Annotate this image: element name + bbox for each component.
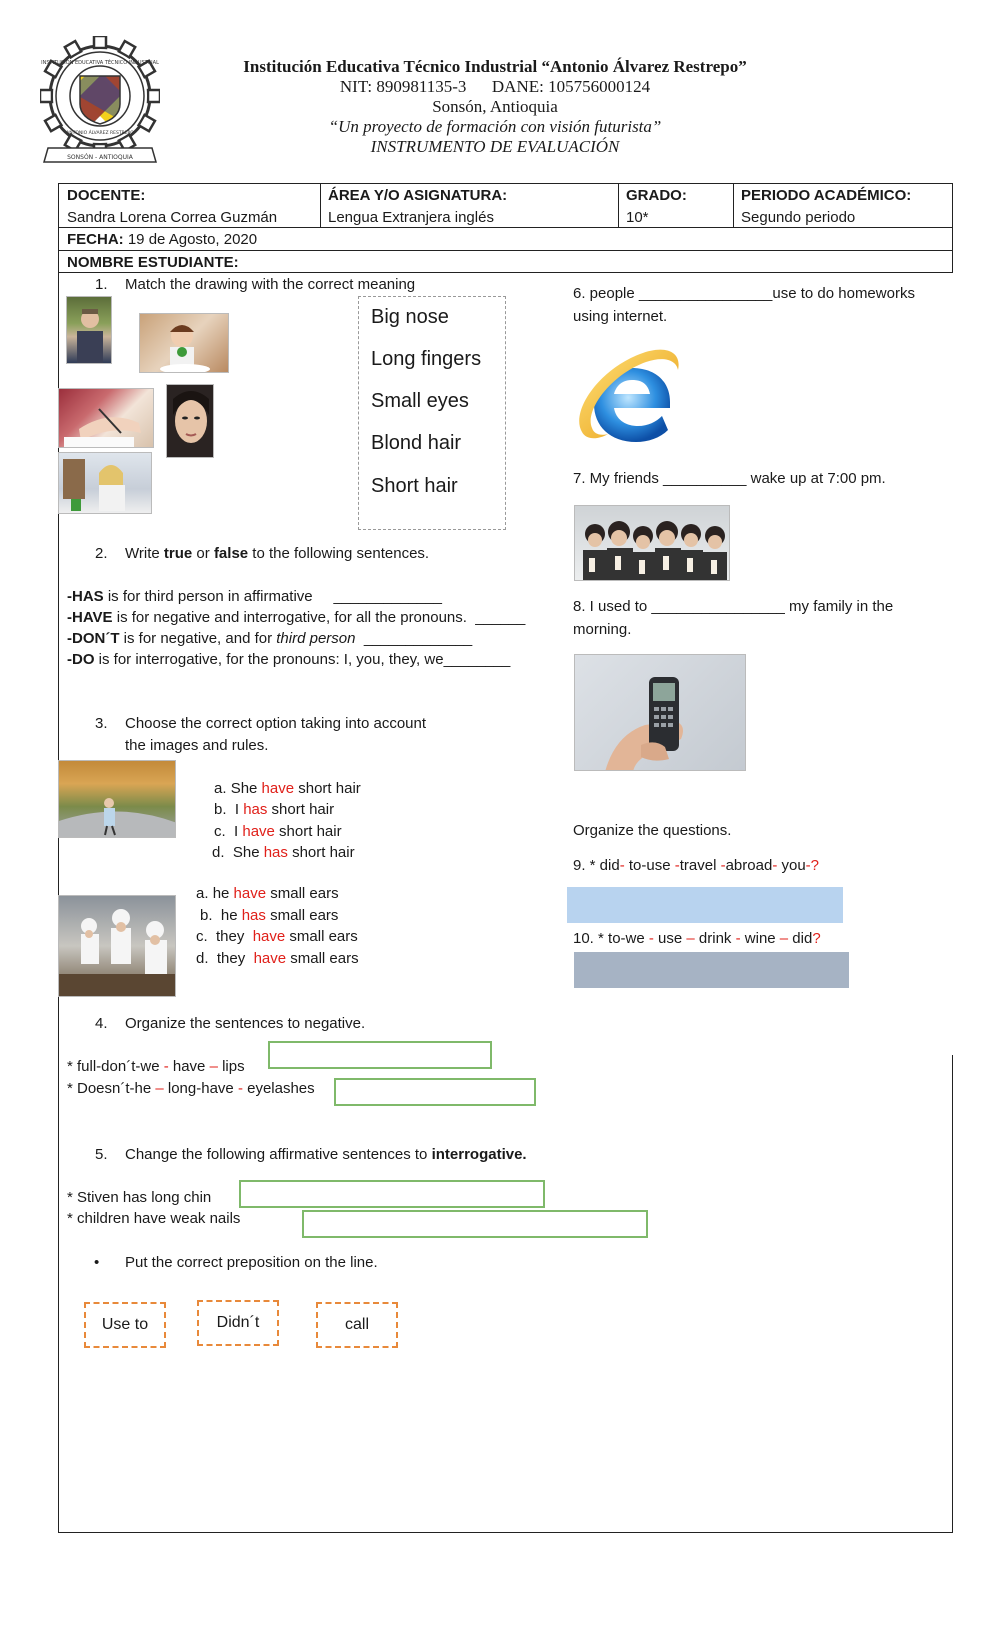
photo-blond-woman: [58, 452, 152, 514]
photo-chefs: [58, 895, 176, 997]
q1-option-long-fingers: Long fingers: [371, 348, 482, 370]
q2-sentence-2: -HAVE is for negative and interrogative, for all the pronouns. ______: [67, 609, 526, 626]
q6-line-2: using internet.: [573, 308, 668, 325]
photo-woman-park: [58, 760, 176, 838]
q5-sentence-2: * children have weak nails: [67, 1210, 241, 1227]
q2-text: Write true or false to the following sentences.: [125, 545, 430, 562]
q1-option-blond-hair: Blond hair: [371, 432, 462, 454]
q1-text: Match the drawing with the correct meaning: [125, 276, 416, 293]
q5-number: 5.: [95, 1146, 108, 1163]
q7-blank[interactable]: __________: [663, 470, 747, 487]
q3-set1-option-c[interactable]: c. I have short hair: [214, 823, 342, 840]
docente-value: Sandra Lorena Correa Guzmán: [67, 209, 278, 226]
chip-call[interactable]: call: [316, 1302, 398, 1348]
q3-text-2: the images and rules.: [125, 737, 269, 754]
photo-writing-hand: [58, 388, 154, 448]
q3-set2-option-a[interactable]: a. he have small ears: [196, 885, 339, 902]
q5-answer-1[interactable]: [239, 1180, 545, 1208]
photo-woman-face: [166, 384, 214, 458]
q9-line: 9. * did- to-use -travel -abroad- you-?: [573, 857, 820, 874]
q4-answer-2[interactable]: [334, 1078, 536, 1106]
q4-text: Organize the sentences to negative.: [125, 1015, 366, 1032]
school-city: Sonsón, Antioquia: [432, 97, 558, 116]
area-value: Lengua Extranjera inglés: [328, 209, 494, 226]
organize-title: Organize the questions.: [573, 822, 732, 839]
document-type: INSTRUMENTO DE EVALUACIÓN: [370, 137, 620, 156]
q3-text-1: Choose the correct option taking into account: [125, 715, 427, 732]
q9-answer-box[interactable]: [567, 887, 843, 923]
q2-blank-3[interactable]: _____________: [363, 630, 473, 647]
school-logo: [40, 36, 160, 170]
photo-child-eating: [139, 313, 229, 373]
q2-sentence-1: -HAS is for third person in affirmative _____________: [67, 588, 442, 605]
q10-line: 10. * to-we - use – drink - wine – did?: [573, 930, 821, 947]
school-ids: [180, 76, 810, 97]
photo-hand-phone: [574, 654, 746, 771]
q2-number: 2.: [95, 545, 108, 562]
prep-bullet: •: [94, 1254, 100, 1271]
q3-number: 3.: [95, 715, 108, 732]
q3-set2-option-b[interactable]: b. he has small ears: [200, 907, 339, 924]
fecha-value: 19 de Agosto, 2020: [123, 231, 258, 248]
q5-answer-2[interactable]: [302, 1210, 648, 1238]
fecha-row: [67, 231, 257, 248]
dane: DANE: 105756000124: [491, 77, 651, 96]
q8-line-1: 8. I used to ________________ my family in the: [573, 598, 894, 615]
q4-sentence-1: * full-don´t-we - have – lips: [67, 1058, 245, 1075]
q6-line-1: 6. people ________________use to do homeworks: [573, 285, 915, 302]
q2-blank-4[interactable]: ________: [443, 651, 511, 668]
q2-blank-1[interactable]: _____________: [333, 588, 442, 605]
q3-set2-option-c[interactable]: c. they have small ears: [196, 928, 358, 945]
grado-label: GRADO:: [626, 187, 687, 204]
photo-friends-group: [574, 505, 730, 581]
prep-text: Put the correct preposition on the line.: [125, 1254, 378, 1271]
chip-didnt[interactable]: Didn´t: [197, 1300, 279, 1346]
q4-number: 4.: [95, 1015, 108, 1032]
chip-use-to[interactable]: Use to: [84, 1302, 166, 1348]
q3-set1-option-a[interactable]: a. She have short hair: [214, 780, 361, 797]
svg-text:INSTITUCIÓN EDUCATIVA TÉCNICO: INSTITUCIÓN EDUCATIVA TÉCNICO INDUSTRIAL: [41, 60, 159, 66]
q3-set1-option-d[interactable]: d. She has short hair: [212, 844, 355, 861]
q2-sentence-3: -DON´T is for negative, and for third person _____________: [67, 630, 473, 647]
q3-set2-option-d[interactable]: d. they have small ears: [196, 950, 359, 967]
q5-sentence-1: * Stiven has long chin: [67, 1189, 212, 1206]
q1-number: 1.: [95, 276, 108, 293]
q5-text: Change the following affirmative sentences to interrogative.: [125, 1146, 527, 1163]
q8-blank[interactable]: ________________: [651, 598, 785, 615]
fecha-label: FECHA:: [67, 231, 124, 248]
area-label: ÁREA Y/O ASIGNATURA:: [328, 187, 508, 204]
periodo-label: PERIODO ACADÉMICO:: [741, 187, 912, 204]
periodo-value: Segundo periodo: [741, 209, 856, 226]
q1-option-small-eyes: Small eyes: [371, 390, 469, 412]
q4-sentence-2: * Doesn´t-he – long-have - eyelashes: [67, 1080, 315, 1097]
q2-sentence-4: -DO is for interrogative, for the pronouns: I, you, they, we________: [67, 651, 511, 668]
photo-old-man: [66, 296, 112, 364]
docente-label: DOCENTE:: [67, 187, 146, 204]
q4-answer-1[interactable]: [268, 1041, 492, 1069]
q1-option-short-hair: Short hair: [371, 475, 458, 497]
q10-answer-box[interactable]: [574, 952, 849, 988]
grado-value: 10*: [626, 209, 649, 226]
school-name: Institución Educativa Técnico Industrial “Antonio Álvarez Restrepo”: [243, 57, 747, 76]
school-motto: “Un proyecto de formación con visión futurista”: [328, 117, 662, 136]
q6-blank[interactable]: ________________: [638, 285, 773, 302]
internet-explorer-icon: [574, 340, 686, 452]
q7-line: 7. My friends __________ wake up at 7:00 pm.: [573, 470, 886, 487]
q2-blank-2[interactable]: ______: [475, 609, 526, 626]
nit: NIT: 890981135-3: [339, 77, 467, 96]
nombre-label: NOMBRE ESTUDIANTE:: [67, 254, 239, 271]
q8-line-2: morning.: [573, 621, 632, 638]
svg-text:ANTONIO ÁLVAREZ RESTREPO: ANTONIO ÁLVAREZ RESTREPO: [66, 131, 134, 136]
svg-text:SONSÓN - ANTIOQUIA: SONSÓN - ANTIOQUIA: [67, 154, 133, 161]
q1-option-big-nose: Big nose: [371, 306, 449, 328]
q3-set1-option-b[interactable]: b. I has short hair: [214, 801, 335, 818]
